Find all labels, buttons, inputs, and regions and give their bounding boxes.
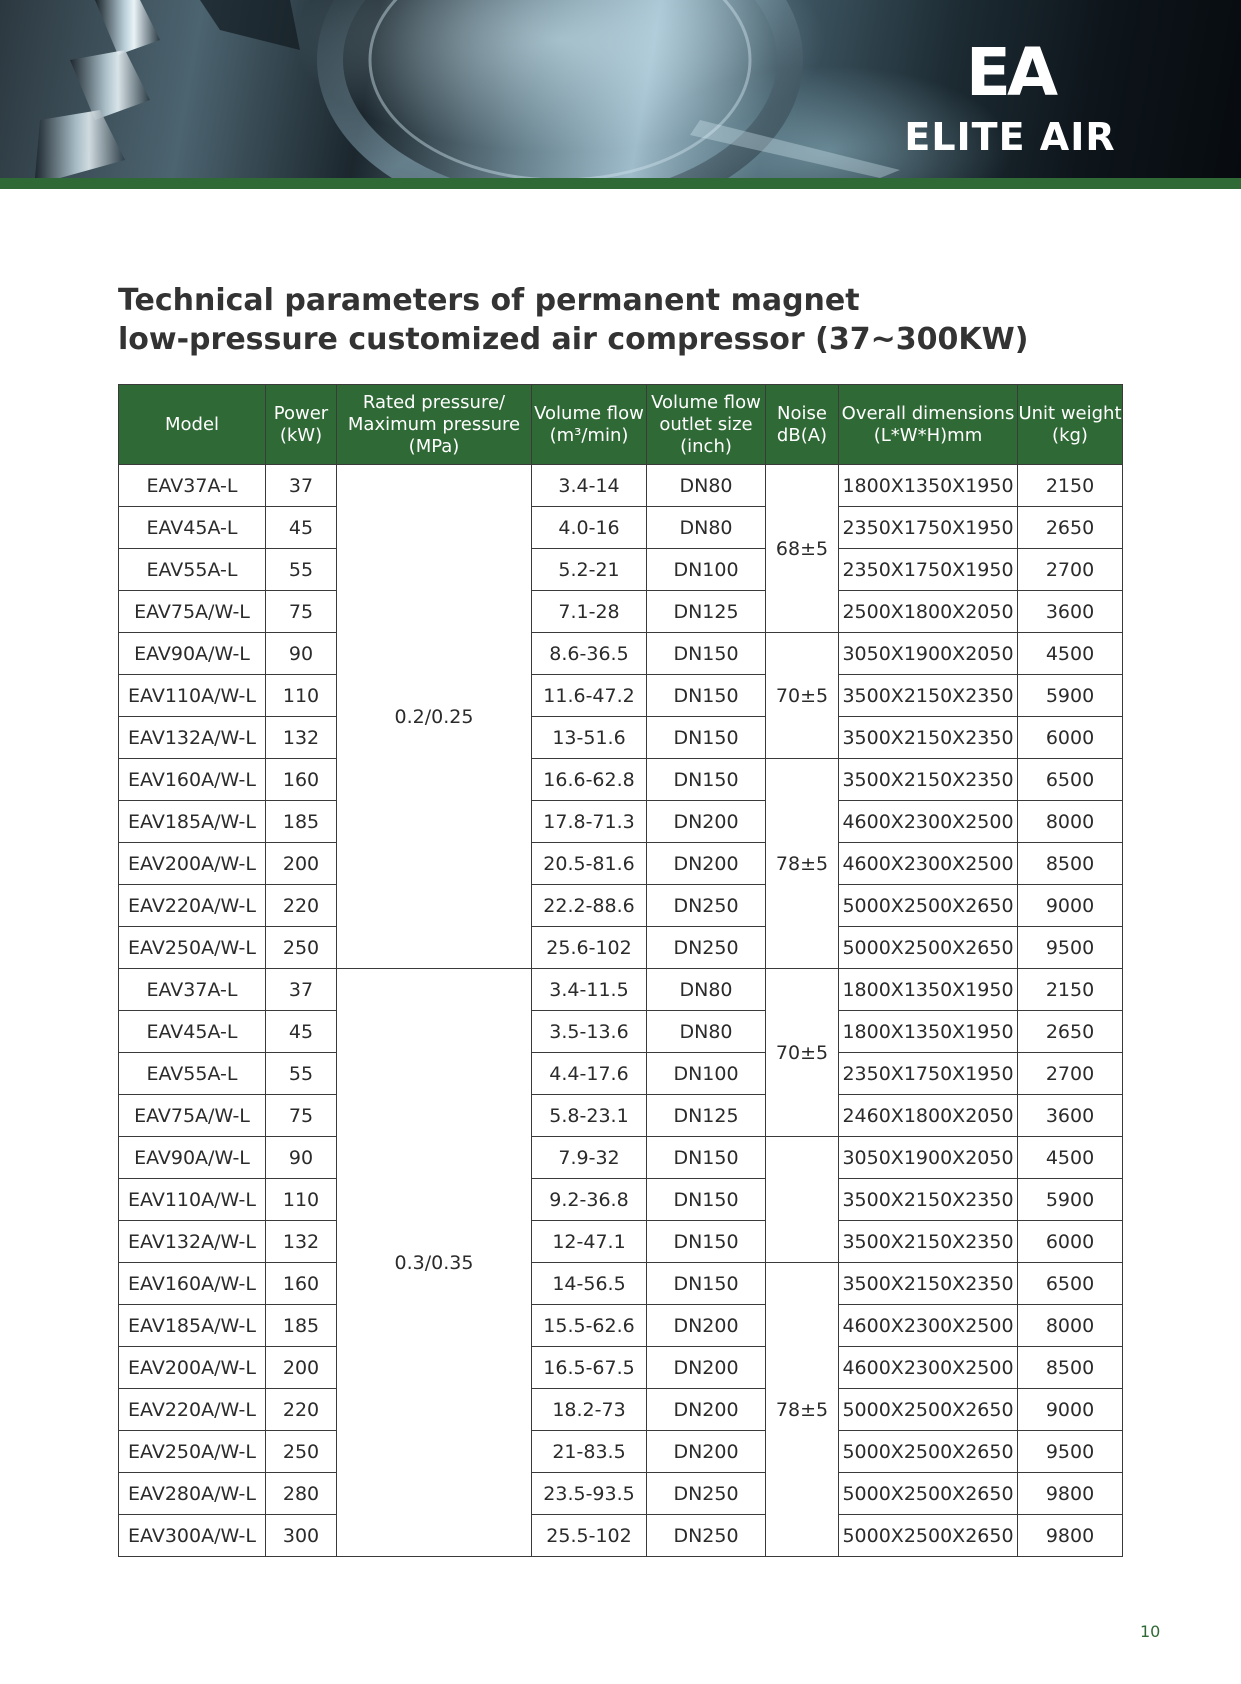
table-row: [119, 759, 1123, 801]
table-row: [119, 507, 1123, 549]
power-cell: 200: [266, 1347, 337, 1389]
table-row: [119, 801, 1123, 843]
dimensions-cell: 3500X2150X2350: [839, 1179, 1018, 1221]
dimensions-cell: 3500X2150X2350: [839, 759, 1018, 801]
logo-wordmark: ELITE AIR: [904, 115, 1116, 159]
model-cell: EAV160A/W-L: [119, 759, 266, 801]
weight-cell: 3600: [1018, 1095, 1123, 1137]
dimensions-cell: 2350X1750X1950: [839, 1053, 1018, 1095]
volume-flow-cell: 15.5-62.6: [532, 1305, 647, 1347]
model-cell: EAV90A/W-L: [119, 1137, 266, 1179]
outlet-size-cell: DN80: [647, 969, 766, 1011]
weight-cell: 9500: [1018, 1431, 1123, 1473]
volume-flow-cell: 5.8-23.1: [532, 1095, 647, 1137]
weight-cell: 5900: [1018, 1179, 1123, 1221]
model-cell: EAV280A/W-L: [119, 1473, 266, 1515]
outlet-size-cell: DN100: [647, 549, 766, 591]
volume-flow-cell: 25.6-102: [532, 927, 647, 969]
table-header-row: [119, 385, 1123, 465]
weight-cell: 3600: [1018, 591, 1123, 633]
header-divider: [0, 178, 1241, 189]
table-row: [119, 1263, 1123, 1305]
weight-cell: 5900: [1018, 675, 1123, 717]
noise-cell: 70±5: [766, 633, 839, 759]
header-noise: Noise dB(A): [766, 385, 839, 465]
table-row: [119, 885, 1123, 927]
noise-cell: 68±5: [766, 465, 839, 633]
weight-cell: 8500: [1018, 843, 1123, 885]
outlet-size-cell: DN150: [647, 1179, 766, 1221]
power-cell: 37: [266, 465, 337, 507]
table-row: [119, 675, 1123, 717]
header-dimensions: Overall dimensions (L*W*H)mm: [839, 385, 1018, 465]
volume-flow-cell: 3.4-14: [532, 465, 647, 507]
spec-table-body: [119, 465, 1123, 1557]
weight-cell: 9800: [1018, 1473, 1123, 1515]
power-cell: 45: [266, 1011, 337, 1053]
model-cell: EAV37A-L: [119, 969, 266, 1011]
volume-flow-cell: 25.5-102: [532, 1515, 647, 1557]
power-cell: 55: [266, 1053, 337, 1095]
power-cell: 250: [266, 927, 337, 969]
dimensions-cell: 5000X2500X2650: [839, 1515, 1018, 1557]
table-row: [119, 1179, 1123, 1221]
power-cell: 220: [266, 1389, 337, 1431]
outlet-size-cell: DN125: [647, 591, 766, 633]
noise-cell: [766, 1137, 839, 1263]
model-cell: EAV37A-L: [119, 465, 266, 507]
power-cell: 160: [266, 1263, 337, 1305]
power-cell: 45: [266, 507, 337, 549]
table-row: [119, 1053, 1123, 1095]
outlet-size-cell: DN80: [647, 465, 766, 507]
volume-flow-cell: 3.4-11.5: [532, 969, 647, 1011]
dimensions-cell: 2350X1750X1950: [839, 507, 1018, 549]
volume-flow-cell: 13-51.6: [532, 717, 647, 759]
header-weight: Unit weight (kg): [1018, 385, 1123, 465]
model-cell: EAV132A/W-L: [119, 717, 266, 759]
volume-flow-cell: 12-47.1: [532, 1221, 647, 1263]
weight-cell: 4500: [1018, 633, 1123, 675]
title-line: low-pressure customized air compressor (37~300KW): [118, 322, 1029, 357]
outlet-size-cell: DN200: [647, 1347, 766, 1389]
dimensions-cell: 5000X2500X2650: [839, 927, 1018, 969]
volume-flow-cell: 7.9-32: [532, 1137, 647, 1179]
outlet-size-cell: DN100: [647, 1053, 766, 1095]
power-cell: 90: [266, 1137, 337, 1179]
weight-cell: 2650: [1018, 1011, 1123, 1053]
power-cell: 37: [266, 969, 337, 1011]
outlet-size-cell: DN150: [647, 1221, 766, 1263]
table-row: [119, 549, 1123, 591]
outlet-size-cell: DN250: [647, 1515, 766, 1557]
power-cell: 110: [266, 1179, 337, 1221]
model-cell: EAV55A-L: [119, 549, 266, 591]
dimensions-cell: 1800X1350X1950: [839, 465, 1018, 507]
noise-cell: 78±5: [766, 1263, 839, 1557]
dimensions-cell: 4600X2300X2500: [839, 1305, 1018, 1347]
power-cell: 75: [266, 1095, 337, 1137]
volume-flow-cell: 16.5-67.5: [532, 1347, 647, 1389]
outlet-size-cell: DN150: [647, 717, 766, 759]
dimensions-cell: 5000X2500X2650: [839, 1389, 1018, 1431]
dimensions-cell: 5000X2500X2650: [839, 1431, 1018, 1473]
volume-flow-cell: 4.4-17.6: [532, 1053, 647, 1095]
model-cell: EAV110A/W-L: [119, 1179, 266, 1221]
pressure-cell: 0.2/0.25: [337, 465, 532, 969]
outlet-size-cell: DN200: [647, 1305, 766, 1347]
power-cell: 90: [266, 633, 337, 675]
dimensions-cell: 3500X2150X2350: [839, 1221, 1018, 1263]
model-cell: EAV45A-L: [119, 1011, 266, 1053]
model-cell: EAV250A/W-L: [119, 1431, 266, 1473]
volume-flow-cell: 14-56.5: [532, 1263, 647, 1305]
page-number: 10: [1140, 1622, 1161, 1641]
dimensions-cell: 1800X1350X1950: [839, 969, 1018, 1011]
volume-flow-cell: 3.5-13.6: [532, 1011, 647, 1053]
table-row: [119, 969, 1123, 1011]
header-outlet-size: Volume flow outlet size (inch): [647, 385, 766, 465]
power-cell: 55: [266, 549, 337, 591]
weight-cell: 6500: [1018, 759, 1123, 801]
outlet-size-cell: DN150: [647, 1137, 766, 1179]
dimensions-cell: 3500X2150X2350: [839, 1263, 1018, 1305]
dimensions-cell: 1800X1350X1950: [839, 1011, 1018, 1053]
table-row: [119, 1515, 1123, 1557]
dimensions-cell: 3500X2150X2350: [839, 717, 1018, 759]
table-row: [119, 927, 1123, 969]
dimensions-cell: 4600X2300X2500: [839, 843, 1018, 885]
dimensions-cell: 5000X2500X2650: [839, 885, 1018, 927]
table-row: [119, 1431, 1123, 1473]
weight-cell: 6500: [1018, 1263, 1123, 1305]
dimensions-cell: 4600X2300X2500: [839, 1347, 1018, 1389]
weight-cell: 6000: [1018, 717, 1123, 759]
weight-cell: 8500: [1018, 1347, 1123, 1389]
power-cell: 132: [266, 717, 337, 759]
header-banner-image: [0, 0, 1241, 178]
power-cell: 75: [266, 591, 337, 633]
model-cell: EAV45A-L: [119, 507, 266, 549]
power-cell: 185: [266, 801, 337, 843]
dimensions-cell: 2350X1750X1950: [839, 549, 1018, 591]
model-cell: EAV250A/W-L: [119, 927, 266, 969]
noise-cell: 78±5: [766, 759, 839, 969]
weight-cell: 9800: [1018, 1515, 1123, 1557]
outlet-size-cell: DN150: [647, 759, 766, 801]
title-line: Technical parameters of permanent magnet: [118, 283, 860, 318]
weight-cell: 4500: [1018, 1137, 1123, 1179]
power-cell: 132: [266, 1221, 337, 1263]
model-cell: EAV55A-L: [119, 1053, 266, 1095]
header-model: Model: [119, 385, 266, 465]
weight-cell: 8000: [1018, 1305, 1123, 1347]
volume-flow-cell: 21-83.5: [532, 1431, 647, 1473]
weight-cell: 2150: [1018, 969, 1123, 1011]
volume-flow-cell: 11.6-47.2: [532, 675, 647, 717]
page-title: [118, 281, 1118, 359]
model-cell: EAV300A/W-L: [119, 1515, 266, 1557]
spec-table: [118, 384, 1123, 1557]
outlet-size-cell: DN250: [647, 927, 766, 969]
table-row: [119, 1389, 1123, 1431]
outlet-size-cell: DN200: [647, 801, 766, 843]
weight-cell: 2700: [1018, 549, 1123, 591]
dimensions-cell: 3050X1900X2050: [839, 633, 1018, 675]
model-cell: EAV132A/W-L: [119, 1221, 266, 1263]
outlet-size-cell: DN150: [647, 675, 766, 717]
model-cell: EAV75A/W-L: [119, 591, 266, 633]
power-cell: 300: [266, 1515, 337, 1557]
outlet-size-cell: DN200: [647, 1431, 766, 1473]
model-cell: EAV220A/W-L: [119, 885, 266, 927]
table-row: [119, 717, 1123, 759]
table-row: [119, 1473, 1123, 1515]
outlet-size-cell: DN200: [647, 843, 766, 885]
weight-cell: 9000: [1018, 885, 1123, 927]
dimensions-cell: 4600X2300X2500: [839, 801, 1018, 843]
pressure-cell: 0.3/0.35: [337, 969, 532, 1557]
header-pressure: Rated pressure/ Maximum pressure (MPa): [337, 385, 532, 465]
outlet-size-cell: DN150: [647, 1263, 766, 1305]
volume-flow-cell: 5.2-21: [532, 549, 647, 591]
model-cell: EAV200A/W-L: [119, 1347, 266, 1389]
model-cell: EAV160A/W-L: [119, 1263, 266, 1305]
volume-flow-cell: 18.2-73: [532, 1389, 647, 1431]
logo-mark: EA: [965, 34, 1055, 111]
weight-cell: 6000: [1018, 1221, 1123, 1263]
table-row: [119, 1221, 1123, 1263]
header-power: Power (kW): [266, 385, 337, 465]
volume-flow-cell: 22.2-88.6: [532, 885, 647, 927]
outlet-size-cell: DN80: [647, 1011, 766, 1053]
volume-flow-cell: 16.6-62.8: [532, 759, 647, 801]
table-row: [119, 1347, 1123, 1389]
volume-flow-cell: 17.8-71.3: [532, 801, 647, 843]
brand-logo: [890, 34, 1130, 159]
model-cell: EAV185A/W-L: [119, 801, 266, 843]
power-cell: 220: [266, 885, 337, 927]
noise-cell: 70±5: [766, 969, 839, 1137]
volume-flow-cell: 23.5-93.5: [532, 1473, 647, 1515]
dimensions-cell: 3050X1900X2050: [839, 1137, 1018, 1179]
dimensions-cell: 2460X1800X2050: [839, 1095, 1018, 1137]
volume-flow-cell: 4.0-16: [532, 507, 647, 549]
power-cell: 185: [266, 1305, 337, 1347]
table-row: [119, 1095, 1123, 1137]
volume-flow-cell: 7.1-28: [532, 591, 647, 633]
table-row: [119, 591, 1123, 633]
outlet-size-cell: DN200: [647, 1389, 766, 1431]
volume-flow-cell: 20.5-81.6: [532, 843, 647, 885]
outlet-size-cell: DN250: [647, 1473, 766, 1515]
table-row: [119, 633, 1123, 675]
volume-flow-cell: 9.2-36.8: [532, 1179, 647, 1221]
power-cell: 280: [266, 1473, 337, 1515]
table-row: [119, 465, 1123, 507]
weight-cell: 2700: [1018, 1053, 1123, 1095]
power-cell: 200: [266, 843, 337, 885]
outlet-size-cell: DN150: [647, 633, 766, 675]
model-cell: EAV185A/W-L: [119, 1305, 266, 1347]
table-row: [119, 843, 1123, 885]
weight-cell: 2650: [1018, 507, 1123, 549]
weight-cell: 9500: [1018, 927, 1123, 969]
power-cell: 250: [266, 1431, 337, 1473]
header-volume-flow: Volume flow (m³/min): [532, 385, 647, 465]
model-cell: EAV75A/W-L: [119, 1095, 266, 1137]
table-row: [119, 1011, 1123, 1053]
volume-flow-cell: 8.6-36.5: [532, 633, 647, 675]
outlet-size-cell: DN80: [647, 507, 766, 549]
table-row: [119, 1137, 1123, 1179]
weight-cell: 8000: [1018, 801, 1123, 843]
outlet-size-cell: DN250: [647, 885, 766, 927]
model-cell: EAV200A/W-L: [119, 843, 266, 885]
weight-cell: 2150: [1018, 465, 1123, 507]
power-cell: 160: [266, 759, 337, 801]
outlet-size-cell: DN125: [647, 1095, 766, 1137]
dimensions-cell: 2500X1800X2050: [839, 591, 1018, 633]
model-cell: EAV110A/W-L: [119, 675, 266, 717]
dimensions-cell: 5000X2500X2650: [839, 1473, 1018, 1515]
dimensions-cell: 3500X2150X2350: [839, 675, 1018, 717]
model-cell: EAV90A/W-L: [119, 633, 266, 675]
power-cell: 110: [266, 675, 337, 717]
table-row: [119, 1305, 1123, 1347]
weight-cell: 9000: [1018, 1389, 1123, 1431]
model-cell: EAV220A/W-L: [119, 1389, 266, 1431]
